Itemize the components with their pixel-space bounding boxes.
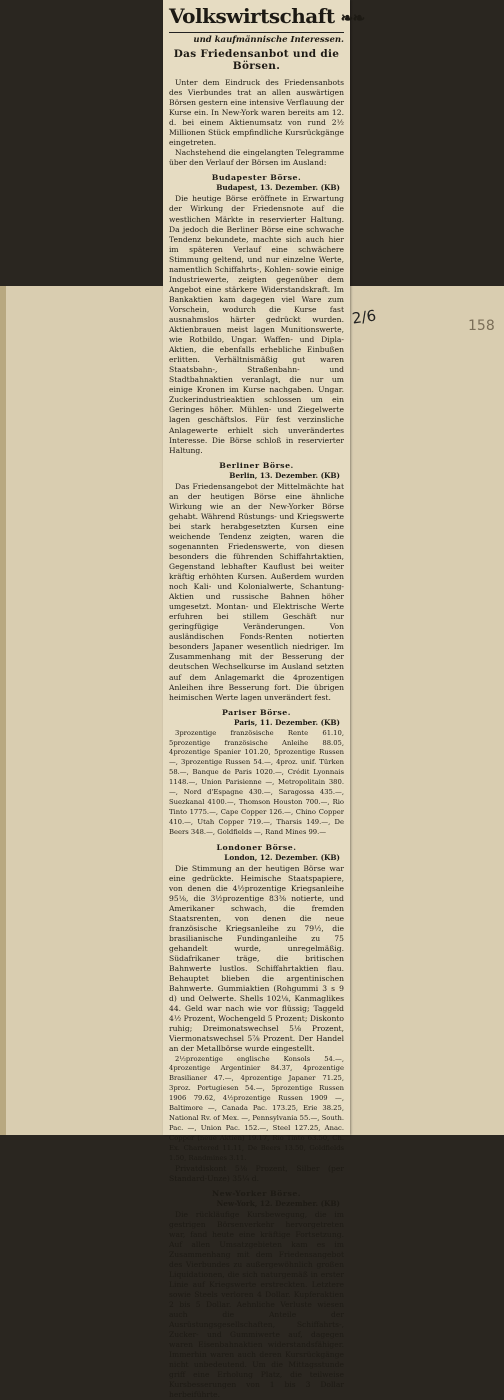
dateline-budapest: Budapest, 13. Dezember. (KB) xyxy=(216,183,340,193)
pencil-mark-right: 158 xyxy=(468,318,495,334)
paragraph-paris: 3prozentige französische Rente 61.10, 5prozentige französische Anleihe 88.05, 4prozentige Spanier 101.20, 5prozentige Russen —, 3prozentige Russen 54.—, 4proz. unif. Türken 58.—, Banque de Paris 1020.—, Crédit Lyonnais 1148.—, Union Parisienne —, Metropolitain 380.—, Nord d'Espagne 430.—, Saragossa 435.—, Suezkanal 4100.—, Thomson Houston 700.—, Rio Tinto 1775.—, Cape Copper 126.—, Chino Copper 410.—, Utah Copper 719.—, Tharsis 149.—, De Beers 348.—, Goldfields —, Rand Mines 99.— xyxy=(169,728,344,836)
article-headline: Das Friedensanbot und die Börsen. xyxy=(173,48,340,72)
dateline-newyork: New-York, 12. Dezember. (KB) xyxy=(216,1198,340,1208)
dateline-berlin: Berlin, 13. Dezember. (KB) xyxy=(229,470,340,480)
masthead-subtitle: und kaufmännische Interessen. xyxy=(193,35,344,45)
masthead-title: Volkswirtschaft xyxy=(169,4,335,28)
pencil-mark-left: 2/6 xyxy=(350,306,378,328)
newspaper-clipping xyxy=(163,0,365,1400)
paragraph-newyork: Die rückläufige Kursbewegung, die im gestrigen Börsenverkehr hervorgetreten war, fand heute eine kräftige Fortsetzung. Auf allen Umsatzgebieten kam es im Zusammenhang mit dem Friedensangebot des Vierbundes zu außergewöhnlich großen Liquidationen, die sich naturgemäß in erster Linie auf Kriegswerte erstreckten. Letztere sowie Steels verloren 4 Dollar. Kupferaktien 2 bis 5 Dollar. Aehnliche Verluste wiesen auch die Anteile der Ausrüstungsgesellschaften, Schiffahrts-, Zucker- und Gummiwerte auf, dagegen waren Eisenbahnaktien widerstandsfähiger. Immerhin waren auch deren Kursrückgänge nicht unbedeutend. Um die Mittagsstunde griff eine Erholung Platz, die teilweise Kursbesserungen von 1 bis 3 Dollar herbeiführte. xyxy=(169,1209,344,1400)
section-title-berlin: Berliner Börse. xyxy=(219,460,294,470)
section-title-budapest: Budapester Börse. xyxy=(211,173,302,183)
paragraph-london-discount: Privatdiskont 5⅛ Prozent, Silber (per Standard-Unze) 35¼ d. xyxy=(169,1163,344,1183)
paragraph-london-rates: 2½prozentige englische Konsols 54.—, 4prozentige Argentinier 84.37, 4prozentige Brasilianer 47.—, 4prozentige Japaner 71.25, 3proz. Portugiesen 54.—, 5prozentige Russen 1906 79.62, 4½prozentige Russen 1909 —, Baltimore —, Canada Pac. 173.25, Erie 38.25, National Rv. of Mex. —, Pennsylvania 55.—, South. Pac. —, Union Pac. 152.—, Steel 127.25, Anac. Copper (neue Aktien) 19.17, Rio Tinto 63.50, Ch. Ex. Chartered 11.11, De Beers 13.50, Goldfields 1.50, Randmines 3.11. xyxy=(169,1054,344,1162)
section-title-newyork: New-Yorker Börse. xyxy=(211,1188,302,1198)
intro-paragraph: Unter dem Eindruck des Friedensanbots des Vierbundes trat an allen auswärtigen Börsen gestern eine intensive Verflauung der Kurse ein. In New-York waren bereits am 12. d. bei einem Aktienumsatz von rund 2½ Millionen Stück empfindliche Kursrückgänge eingetreten. xyxy=(169,78,344,148)
backing-board-edge xyxy=(0,286,6,1135)
paragraph-london: Die Stimmung an der heutigen Börse war eine gedrückte. Heimische Staatspapiere, von denen die 4½prozentige Kriegsanleihe 95⅛, die 3½prozentige 83⅜ notierte, und Amerikaner schwach, die fremden Staatsrenten, von denen die neue französische Kriegsanleihe zu 79½, die brasilianische Fundinganleihe zu 75 gehandelt wurde, unregelmäßig. Südafrikaner träge, die britischen Bahnwerte lustlos. Schiffahrtaktien flau. Behauptet blieben die argentinischen Bahnwerte. Gummiaktien (Rohgummi 3 s 9 d) und Oelwerte. Shells 102⅛, Kanmaglikes 44. Geld war nach wie vor flüssig; Taggeld 4½ Prozent, Wochengeld 5 Prozent; Diskonto ruhig; Dreimonatswechsel 5⅛ Prozent, Viermonatswechsel 5⅞ Prozent. Der Handel an der Metallbörse wurde eingestellt. xyxy=(169,863,344,1054)
intro-paragraph: Nachstehend die eingelangten Telegramme über den Verlauf der Börsen im Ausland: xyxy=(169,148,344,168)
dateline-london: London, 12. Dezember. (KB) xyxy=(224,852,340,862)
masthead xyxy=(169,4,365,33)
paragraph-budapest: Die heutige Börse eröffnete in Erwartung der Wirkung der Friedensnote auf die westlichen Märkte in reservierter Haltung. Da jedoch die Berliner Börse eine schwache Tendenz bekundete, machte sich auch hier im späteren Verlauf eine schwächere Stimmung geltend, und nur einzelne Werte, namentlich Schiffahrts-, Kohlen- sowie einige Industriewerte, zeigten gegenüber dem Angebot eine stärkere Widerstandskraft. Im Bankaktien kam dagegen viel Ware zum Vorschein, wodurch die Kurse fast ausnahmslos härter gedrückt wurden. Aktienbrauen meist lagen Munitionswerte, wie Rotbildo, Ungar. Waffen- und Dipla-Aktien, die ebenfalls erhebliche Einbußen erlitten. Verhältnismäßig gut waren Staatsbahn-, Straßenbahn- und Stadtbahnaktien veranlagt, die nur um einige Kronen im Kurse nachgaben. Ungar. Zuckerindustrieaktien schlossen um ein Geringes höher. Mühlen- und Ziegelwerte lagen geschäftslos. Für fest verzinsliche Anlagewerte erhielt sich unverändertes Interesse. Die Börse schloß in reservierter Haltung. xyxy=(169,194,344,455)
dateline-paris: Paris, 11. Dezember. (KB) xyxy=(234,717,340,727)
section-title-london: Londoner Börse. xyxy=(216,842,297,852)
section-title-paris: Pariser Börse. xyxy=(222,707,291,717)
ornament-icon: ❧❧ xyxy=(340,9,365,27)
paragraph-berlin: Das Friedensangebot der Mittelmächte hat an der heutigen Börse eine ähnliche Wirkung wie an der New-Yorker Börse gehabt. Während Rüstungs- und Kriegswerte bei stark herabgesetzten Kursen eine weichende Tendenz zeigten, waren die sogenannten Friedenswerte, von diesen besonders die führenden Schiffahrtaktien, Gegenstand lebhafter Kauflust bei weiter kräftig erhöhten Kursen. Außerdem wurden noch Kali- und Kolonialwerte, Schantung-Aktien und russische Bahnen höher umgesetzt. Montan- und Elektrische Werte erfuhren bei stillem Geschäft nur geringfügige Veränderungen. Von ausländischen Fonds-Renten notierten besonders Japaner wesentlich niedriger. Im Zusammenhang mit der Besserung der deutschen Wechselkurse im Ausland setzten auf dem Anlagemarkt die 4prozentigen Anleihen ihre Besserung fort. Die übrigen heimischen Werte lagen unverändert fest. xyxy=(169,481,344,702)
